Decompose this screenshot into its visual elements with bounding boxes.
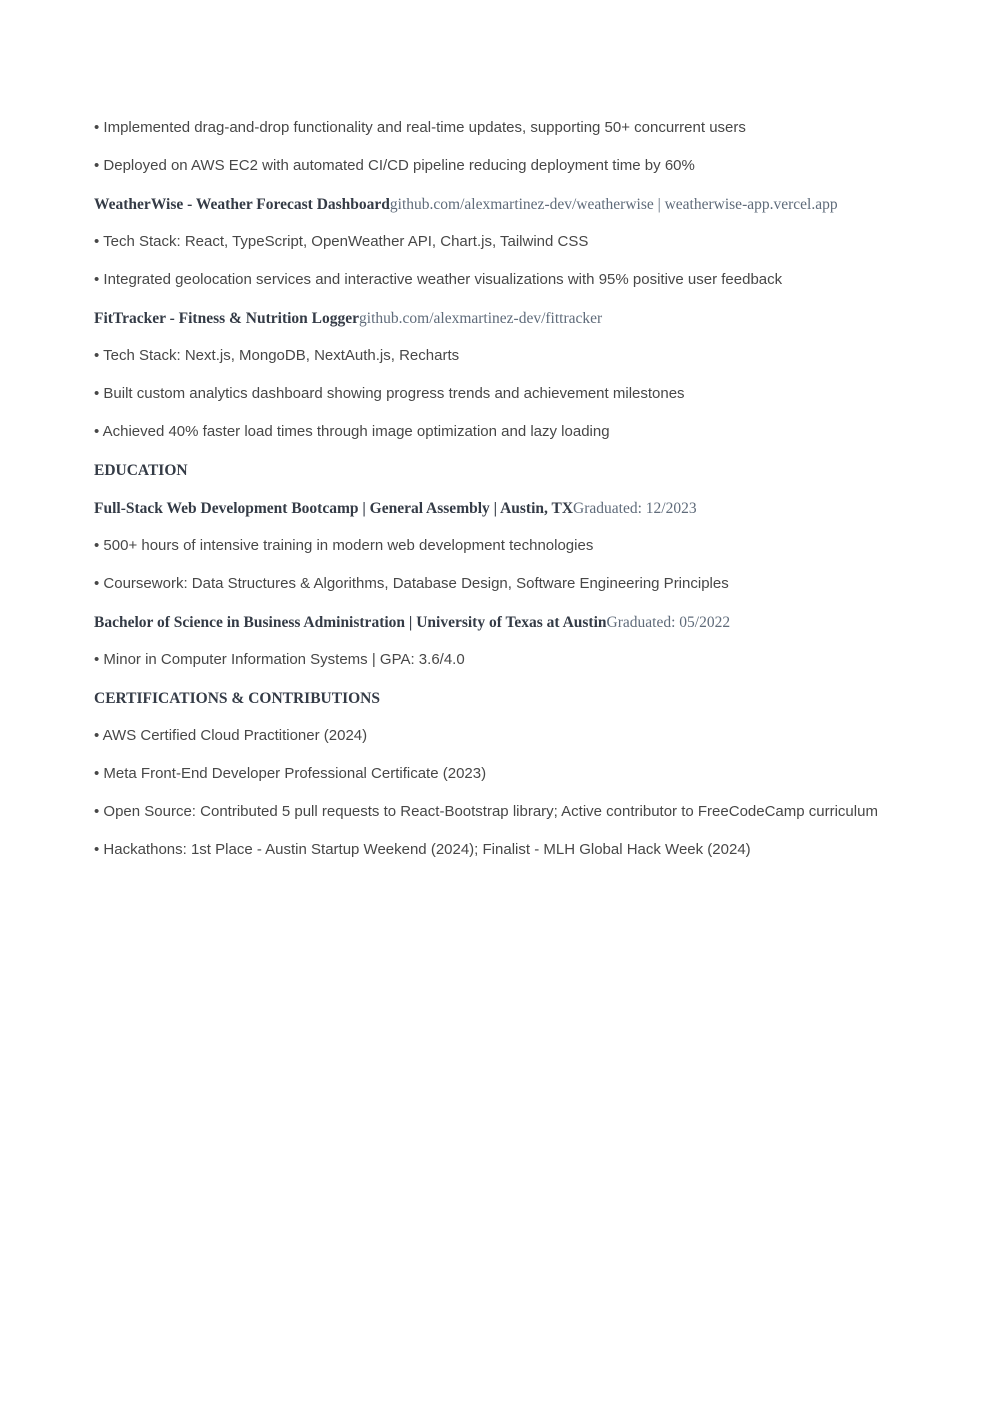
education-title: Bachelor of Science in Business Administration | University of Texas at Austin [94,614,607,631]
bullet-item: • 500+ hours of intensive training in modern web development technologies [94,537,594,554]
project-heading-weatherwise [94,193,914,216]
education-title: Full-Stack Web Development Bootcamp | General Assembly | Austin, TX [94,500,574,517]
section-heading-education: EDUCATION [94,462,188,479]
project-heading-fittracker [94,307,914,330]
bullet-item: • Integrated geolocation services and interactive weather visualizations with 95% positive user feedback [94,271,783,288]
section-heading-certifications: CERTIFICATIONS & CONTRIBUTIONS [94,690,380,707]
bullet-item: • Built custom analytics dashboard showing progress trends and achievement milestones [94,385,685,402]
project-links: github.com/alexmartinez-dev/weatherwise | weatherwise-app.vercel.app [389,196,838,213]
project-title: FitTracker - Fitness & Nutrition Logger [94,310,360,327]
bullet-item: • Tech Stack: React, TypeScript, OpenWeather API, Chart.js, Tailwind CSS [94,233,589,250]
bullet-item: • Tech Stack: Next.js, MongoDB, NextAuth.js, Recharts [94,347,460,364]
bullet-item: • Deployed on AWS EC2 with automated CI/CD pipeline reducing deployment time by 60% [94,157,695,174]
bullet-item: • Achieved 40% faster load times through image optimization and lazy loading [94,423,610,440]
bullet-item: • Minor in Computer Information Systems | GPA: 3.6/4.0 [94,651,465,668]
project-links: github.com/alexmartinez-dev/fittracker [359,310,603,327]
project-title: WeatherWise - Weather Forecast Dashboard [94,196,390,213]
bullet-item: • Coursework: Data Structures & Algorithms, Database Design, Software Engineering Principles [94,575,729,592]
bullet-item: • Open Source: Contributed 5 pull requests to React-Bootstrap library; Active contributor to FreeCodeCamp curriculum [94,803,878,820]
education-heading-bootcamp [94,497,914,520]
resume-content [94,117,914,877]
education-heading-bachelor [94,611,914,634]
bullet-item: • AWS Certified Cloud Practitioner (2024) [94,727,368,744]
bullet-item: • Hackathons: 1st Place - Austin Startup Weekend (2024); Finalist - MLH Global Hack Week (2024) [94,841,751,858]
graduation-date: Graduated: 05/2022 [606,614,731,631]
bullet-item: • Implemented drag-and-drop functionality and real-time updates, supporting 50+ concurrent users [94,119,746,136]
graduation-date: Graduated: 12/2023 [573,500,697,517]
bullet-item: • Meta Front-End Developer Professional Certificate (2023) [94,765,487,782]
